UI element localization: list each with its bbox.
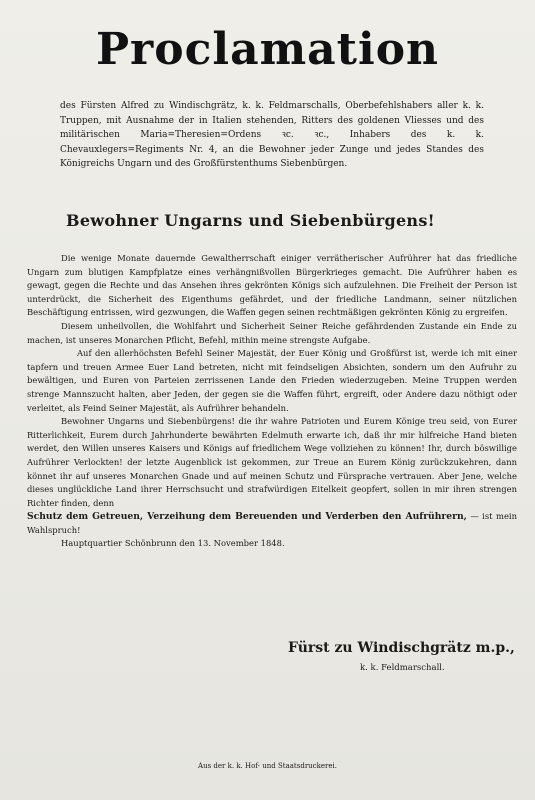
- motto-bold: Schutz dem Getreuen, Verzeihung dem Bereuenden und Verderben den Aufrührern,: [27, 511, 467, 523]
- intro-paragraph: des Fürsten Alfred zu Windischgrätz, k. k. Feldmarschalls, Oberbefehlshabers aller k. k. Truppen, mit Ausnahme der in Italien stehenden, Ritters des goldenen Vliesses und des militärischen Maria=Theresien=Ordens ꝛc. ꝛc., Inhabers des k. k. Chevauxlegers=Regiments Nr. 4, an die Bewohner jeder Zunge und jedes Standes des Königreichs Ungarn und des Großfürstenthums Siebenbürgen.: [60, 101, 484, 169]
- body-paragraph-3: Auf den allerhöchsten Befehl Seiner Majestät, der Euer König und Großfürst ist, werde ich mit einer tapfern und treuen Armee Euer Land betreten, nicht mit feindseligen Absichten, sondern um den Aufruhr zu bewältigen, und Euren von Parteien zerrissenen Lande den Frieden wiederzugeben. Meine Truppen werden strenge Mannszucht halten, aber Jeden, der gegen sie die Waffen führt, ergreift, oder Andere dazu nöthigt oder verleitet, als Feind Seiner Majestät, als Aufrührer behandeln.: [27, 348, 517, 413]
- signature: Fürst zu Windischgrätz m.p.,: [288, 640, 515, 656]
- signature-title: k. k. Feldmarschall.: [360, 663, 445, 673]
- motto-tail: — ist mein Wahlspruch!: [27, 511, 517, 535]
- body-paragraph-4: Bewohner Ungarns und Siebenbürgens! die ihr wahre Patrioten und Eurem Könige treu seid, von Eurer Ritterlichkeit, Eurem durch Jahrhunderte bewährten Edelmuth erwarte ich, daß ihr mir hilfreiche Hand bieten werdet, den Willen unseres Kaisers und Königs auf friedlichem Wege vollziehen zu können! Ihr, durch böswillige Aufrührer Verlockten! der letzte Augenblick ist gekommen, zur Treue an Eurem König zurückzukehren, dann könnet ihr auf unseres Monarchen Gnade und auf meinen Schutz und Fürsprache vertrauen. Aber Jene, welche dieses unglückliche Land ihrer Herrschsucht und strafwürdigen Eitelkeit geopfert, sollen in mir ihren strengen Richter finden, denn: [27, 416, 517, 508]
- printer-imprint: Aus der k. k. Hof- und Staatsdruckerei.: [198, 762, 337, 770]
- date-line: Hauptquartier Schönbrunn den 13. November 1848.: [61, 538, 285, 549]
- motto-line: [27, 510, 517, 537]
- body-paragraph-1: Die wenige Monate dauernde Gewaltherrschaft einiger verrätherischer Aufrührer hat das friedliche Ungarn zum blutigen Kampfplatze eines verhängnißvollen Bürgerkrieges gemacht. Die Aufrührer haben es gewagt, gegen die Rechte und das Ansehen ihres gekrönten Königs sich aufzulehnen. Die Freiheit der Person ist unterdrückt, die Sicherheit des Eigenthums gefährdet, und der friedliche Landmann, seiner nützlichen Beschäftigung entrissen, wird gezwungen, die Waffen gegen seinen rechtmäßigen gekrönten König zu ergreifen.: [27, 253, 517, 318]
- body-paragraph-2: Diesem unheilvollen, die Wohlfahrt und Sicherheit Seiner Reiche gefährdenden Zustande ein Ende zu machen, ist unseres Monarchen Pflicht, Befehl, mithin meine strengste Aufgabe.: [27, 320, 517, 345]
- page-title: Proclamation: [95, 24, 440, 75]
- proclamation-body: [27, 252, 517, 551]
- address-heading: Bewohner Ungarns und Siebenbürgens!: [66, 211, 435, 230]
